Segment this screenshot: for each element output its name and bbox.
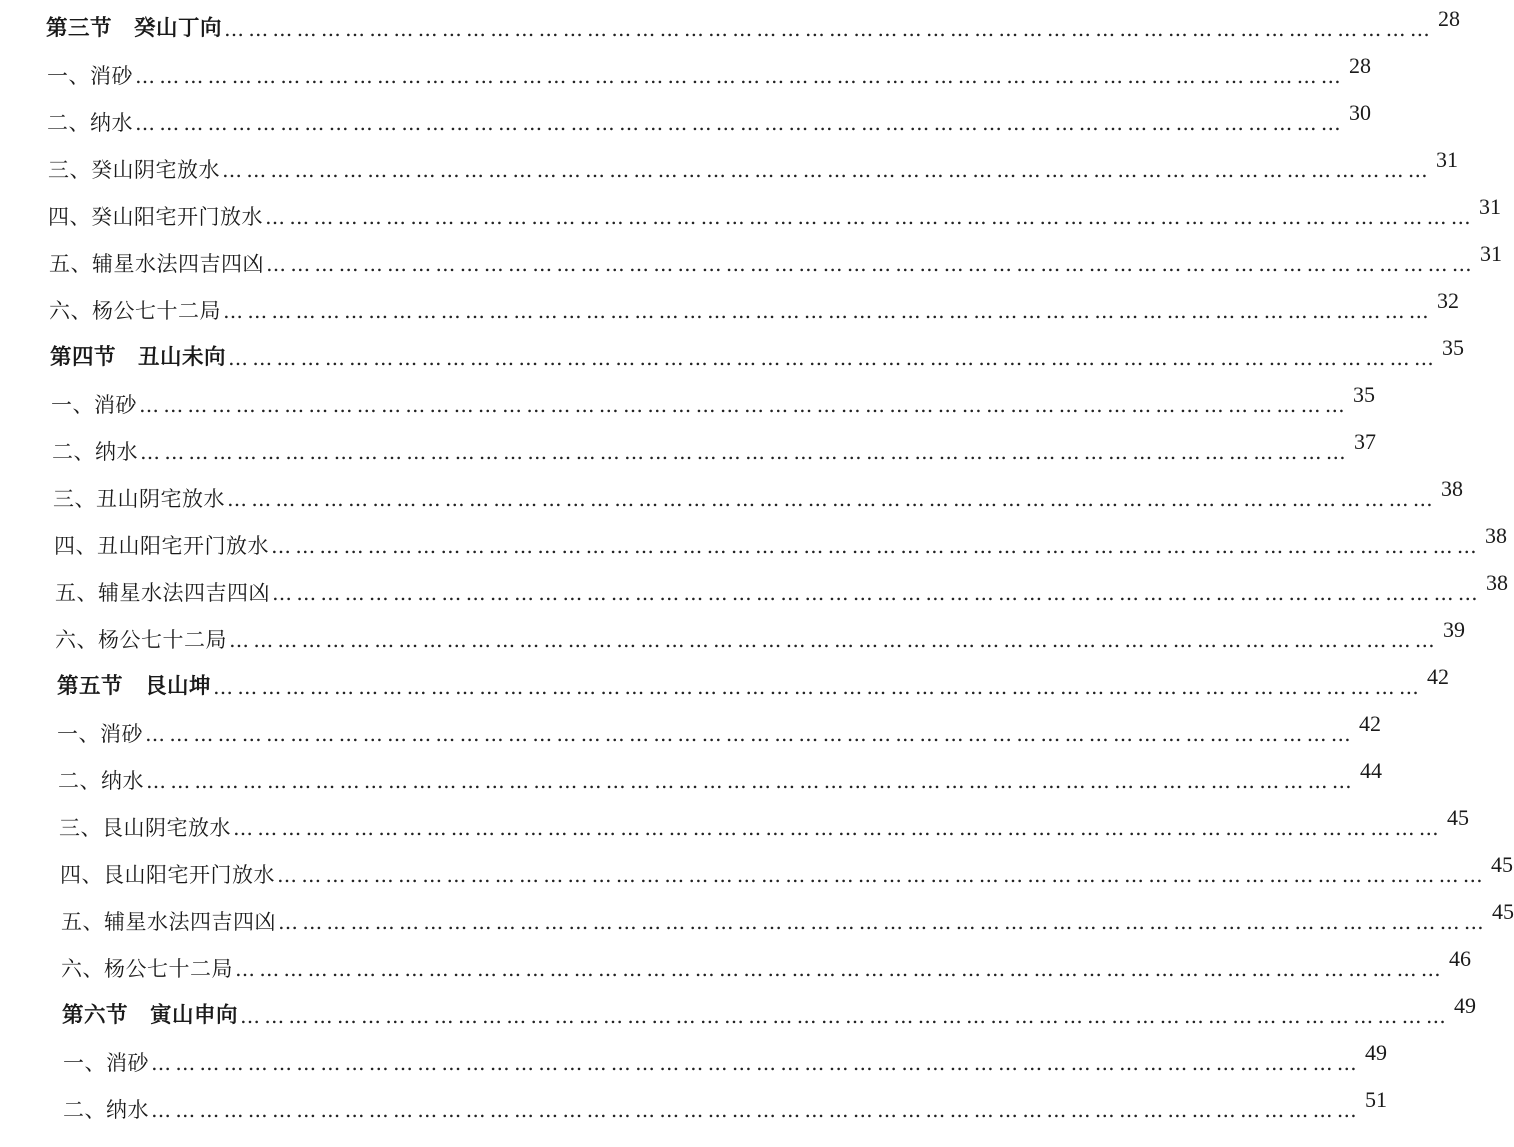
toc-leader-dots: …………………………………………………………………………………………………………………………………… xyxy=(229,628,1439,652)
toc-leader-dots: …………………………………………………………………………………………………………………………………… xyxy=(271,534,1481,558)
toc-leader-dots: …………………………………………………………………………………………………………………………………… xyxy=(240,1004,1451,1028)
toc-entry-row xyxy=(59,801,1469,841)
toc-section-row xyxy=(57,660,1450,700)
toc-page-number: 28 xyxy=(1349,53,1371,78)
toc-leader-dots: …………………………………………………………………………………………………………………………………… xyxy=(135,64,1345,88)
toc-entry-row xyxy=(63,1036,1387,1076)
toc-entry-row xyxy=(48,190,1501,230)
toc-entry-row xyxy=(52,425,1376,465)
toc-entry-row xyxy=(51,378,1375,418)
toc-entry-row xyxy=(63,1083,1387,1123)
toc-entry-title: 四、丑山阳宅开门放水 xyxy=(54,534,269,558)
toc-entry-title: 二、纳水 xyxy=(63,1098,149,1122)
toc-page-number: 37 xyxy=(1354,429,1376,454)
toc-page-number: 38 xyxy=(1441,476,1463,501)
toc-leader-dots: …………………………………………………………………………………………………………………………………… xyxy=(223,299,1433,323)
toc-page-number: 31 xyxy=(1480,241,1502,266)
toc-page-number: 39 xyxy=(1443,617,1465,642)
toc-entry-row xyxy=(60,848,1513,888)
toc-entry-row xyxy=(47,96,1371,136)
toc-section-title: 第五节 艮山坤 xyxy=(57,674,212,699)
toc-entry-title: 三、癸山阴宅放水 xyxy=(48,158,220,182)
toc-leader-dots: …………………………………………………………………………………………………………………………………… xyxy=(272,581,1482,605)
toc-page-number: 45 xyxy=(1492,899,1514,924)
toc-leader-dots: …………………………………………………………………………………………………………………………………… xyxy=(146,769,1356,793)
toc-page-number: 46 xyxy=(1449,946,1471,971)
toc-entry-title: 一、消砂 xyxy=(47,64,133,88)
toc-entry-title: 一、消砂 xyxy=(63,1051,149,1075)
toc-page-number: 31 xyxy=(1436,147,1458,172)
toc-entry-title: 六、杨公七十二局 xyxy=(49,299,221,323)
toc-section-row xyxy=(46,2,1461,42)
toc-page-number: 31 xyxy=(1479,194,1501,219)
toc-entry-title: 二、纳水 xyxy=(58,769,144,793)
toc-entry-row xyxy=(55,566,1508,606)
toc-entry-row xyxy=(57,707,1381,747)
toc-leader-dots: …………………………………………………………………………………………………………………………………… xyxy=(224,17,1435,41)
toc-leader-dots: …………………………………………………………………………………………………………………………………… xyxy=(265,205,1475,229)
toc-section-title: 第三节 癸山丁向 xyxy=(46,16,223,41)
toc-page-number: 42 xyxy=(1427,664,1450,689)
toc-leader-dots: …………………………………………………………………………………………………………………………………… xyxy=(135,111,1345,135)
toc-entry-title: 五、辅星水法四吉四凶 xyxy=(61,910,276,934)
toc-page-number: 49 xyxy=(1365,1040,1387,1065)
toc-leader-dots: …………………………………………………………………………………………………………………………………… xyxy=(139,393,1349,417)
toc-page-number: 38 xyxy=(1485,523,1507,548)
toc-page-number: 45 xyxy=(1491,852,1513,877)
toc-leader-dots: …………………………………………………………………………………………………………………………………… xyxy=(277,863,1487,887)
toc-page-number: 35 xyxy=(1353,382,1375,407)
toc-page-number: 45 xyxy=(1447,805,1469,830)
toc-entry-title: 二、纳水 xyxy=(52,440,138,464)
toc-page-number: 42 xyxy=(1359,711,1381,736)
toc-entry-title: 四、癸山阳宅开门放水 xyxy=(48,205,263,229)
toc-page-number: 30 xyxy=(1349,100,1371,125)
toc-entry-title: 四、艮山阳宅开门放水 xyxy=(60,863,275,887)
toc-entry-row xyxy=(49,284,1459,324)
toc-leader-dots: …………………………………………………………………………………………………………………………………… xyxy=(233,816,1443,840)
toc-leader-dots: …………………………………………………………………………………………………………………………………… xyxy=(222,158,1432,182)
toc-entry-row xyxy=(47,49,1371,89)
toc-page-number: 38 xyxy=(1486,570,1508,595)
toc-leader-dots: …………………………………………………………………………………………………………………………………… xyxy=(228,346,1439,370)
toc-leader-dots: …………………………………………………………………………………………………………………………………… xyxy=(278,910,1488,934)
toc-entry-title: 一、消砂 xyxy=(57,722,143,746)
toc-entry-row xyxy=(53,472,1463,512)
toc-entry-title: 二、纳水 xyxy=(47,111,133,135)
toc-entry-row xyxy=(48,143,1458,183)
toc-entry-title: 五、辅星水法四吉四凶 xyxy=(55,581,270,605)
toc-entry-row xyxy=(61,895,1514,935)
toc-page-number: 51 xyxy=(1365,1087,1387,1112)
toc-entry-title: 三、艮山阴宅放水 xyxy=(59,816,231,840)
toc-entry-row xyxy=(49,237,1502,277)
toc-entry-row xyxy=(55,613,1465,653)
toc-page-number: 32 xyxy=(1437,288,1459,313)
toc-entry-title: 三、丑山阴宅放水 xyxy=(53,487,225,511)
toc-leader-dots: …………………………………………………………………………………………………………………………………… xyxy=(235,957,1445,981)
toc-leader-dots: …………………………………………………………………………………………………………………………………… xyxy=(145,722,1355,746)
toc-leader-dots: …………………………………………………………………………………………………………………………………… xyxy=(227,487,1437,511)
toc-entry-title: 六、杨公七十二局 xyxy=(61,957,233,981)
toc-entry-title: 五、辅星水法四吉四凶 xyxy=(49,252,264,276)
toc-entry-row xyxy=(58,754,1382,794)
toc-page-number: 49 xyxy=(1454,993,1477,1018)
toc-leader-dots: …………………………………………………………………………………………………………………………………… xyxy=(151,1051,1361,1075)
toc-section-row xyxy=(62,989,1477,1029)
toc-page-number: 35 xyxy=(1442,335,1465,360)
toc-page-number: 44 xyxy=(1360,758,1382,783)
toc-section-title: 第四节 丑山未向 xyxy=(50,345,227,370)
toc-section-row xyxy=(50,331,1465,371)
toc-entry-title: 一、消砂 xyxy=(51,393,137,417)
toc-leader-dots: …………………………………………………………………………………………………………………………………… xyxy=(151,1098,1361,1122)
toc-entry-row xyxy=(61,942,1471,982)
toc-leader-dots: …………………………………………………………………………………………………………………………………… xyxy=(213,675,1424,699)
toc-entry-row xyxy=(54,519,1507,559)
toc-leader-dots: …………………………………………………………………………………………………………………………………… xyxy=(140,440,1350,464)
toc-section-title: 第六节 寅山申向 xyxy=(62,1003,239,1028)
toc-entry-title: 六、杨公七十二局 xyxy=(55,628,227,652)
toc-leader-dots: …………………………………………………………………………………………………………………………………… xyxy=(266,252,1476,276)
toc-page-number: 28 xyxy=(1438,6,1461,31)
